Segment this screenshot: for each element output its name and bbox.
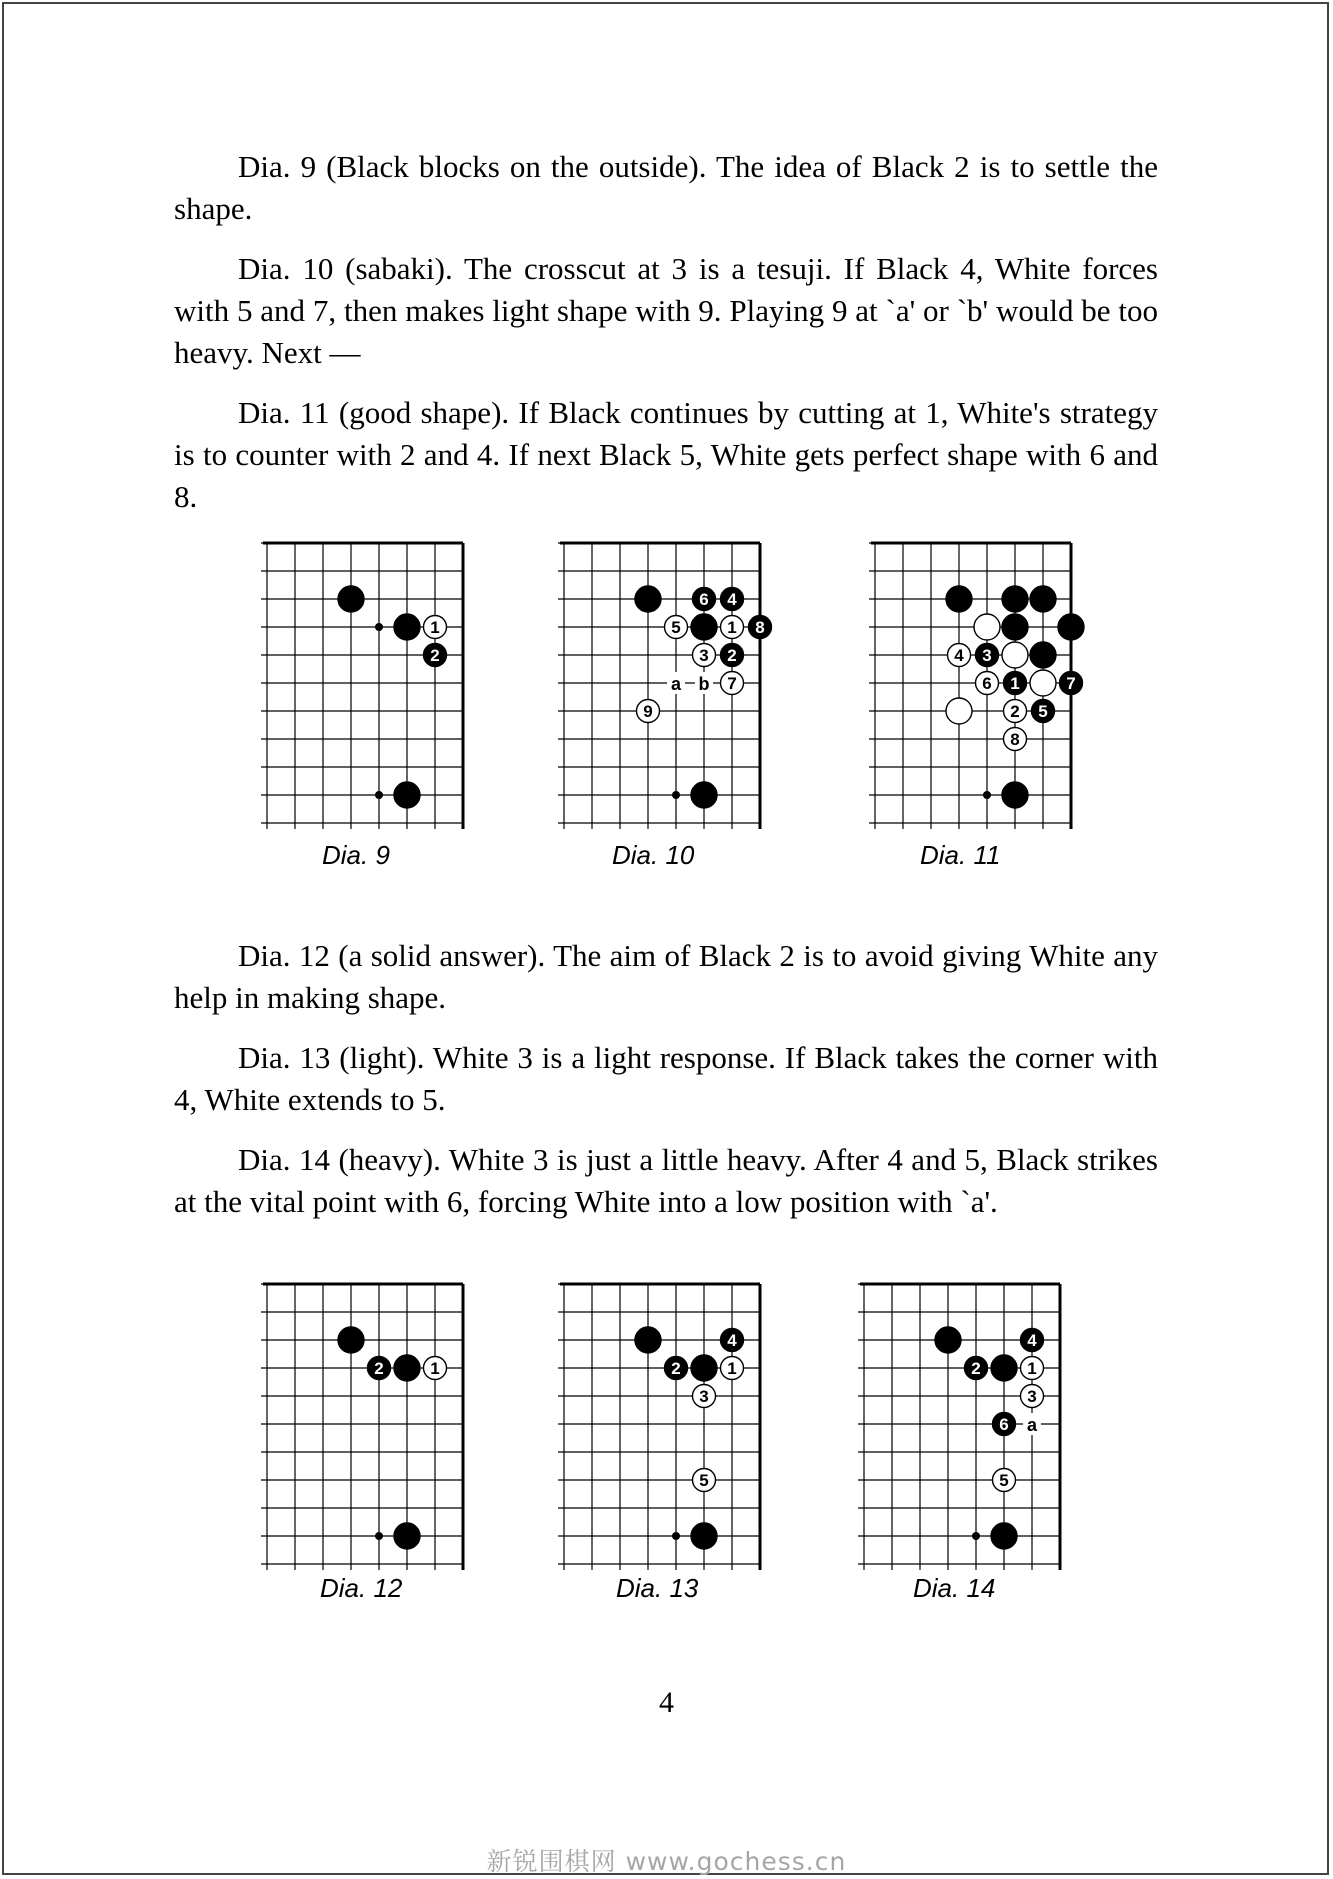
white-stone-3 [1021, 1385, 1044, 1408]
paragraph-dia-11: Dia. 11 (good shape). If Black continues by cutting at 1, White's strategy is to counter with 2 and 4. If next Black 5, White gets perfect shape with 6 and 8. [174, 395, 1158, 514]
hoshi-point [375, 791, 383, 799]
point-letter-b: b [698, 674, 710, 694]
stone-disc [946, 698, 972, 724]
stone-disc [1058, 614, 1084, 640]
black-stone [935, 1327, 961, 1353]
text-block-top [174, 146, 1158, 518]
black-stone [1030, 586, 1056, 612]
stone-number: 7 [727, 674, 737, 693]
hoshi-point [983, 791, 991, 799]
black-stone [1002, 614, 1028, 640]
hoshi-point [375, 1532, 383, 1540]
black-stone [691, 614, 717, 640]
black-stone-4 [721, 1329, 744, 1352]
black-stone [1030, 642, 1056, 668]
stone-number: 6 [699, 590, 709, 609]
stone-number: 8 [755, 618, 765, 637]
black-stone [1002, 586, 1028, 612]
white-stone [1030, 670, 1056, 696]
stone-disc [974, 614, 1000, 640]
stone-disc [635, 1327, 661, 1353]
stone-disc [338, 586, 364, 612]
stone-disc [1030, 642, 1056, 668]
black-stone-1 [1004, 672, 1027, 695]
black-stone [394, 1355, 420, 1381]
stone-disc [991, 1355, 1017, 1381]
watermark: 新锐围棋网 www.gochess.cn [486, 1847, 847, 1876]
black-stone [1002, 782, 1028, 808]
stone-number: 2 [1010, 702, 1020, 721]
stone-disc [1002, 642, 1028, 668]
stone-number: 1 [727, 1359, 737, 1378]
hoshi-point [672, 1532, 680, 1540]
black-stone-2 [965, 1357, 988, 1380]
stone-number: 1 [727, 618, 737, 637]
stone-number: 3 [1027, 1387, 1037, 1406]
go-board-svg [261, 539, 499, 829]
black-stone [691, 1523, 717, 1549]
white-stone-8 [1004, 728, 1027, 751]
paragraph-dia-9: Dia. 9 (Black blocks on the outside). The idea of Black 2 is to settle the shape. [174, 149, 1158, 226]
black-stone-6 [693, 588, 716, 611]
stone-number: 5 [699, 1471, 709, 1490]
stone-disc [635, 586, 661, 612]
caption-dia-9: Dia. 9 [322, 840, 390, 870]
stone-disc [394, 614, 420, 640]
stone-number: 1 [430, 618, 440, 637]
stone-number: 5 [999, 1471, 1009, 1490]
stone-disc [935, 1327, 961, 1353]
point-letter-a: a [1026, 1415, 1038, 1435]
white-stone-4 [948, 644, 971, 667]
black-stone [338, 1327, 364, 1353]
black-stone-4 [1021, 1329, 1044, 1352]
black-stone-2 [721, 644, 744, 667]
stone-number: 2 [727, 646, 737, 665]
stone-disc [394, 1355, 420, 1381]
paragraph-dia-12: Dia. 12 (a solid answer). The aim of Black 2 is to avoid giving White any help in making shape. [174, 938, 1158, 1015]
paragraph-dia-14: Dia. 14 (heavy). White 3 is just a little heavy. After 4 and 5, Black strikes at the vital point with 6, forcing White into a low position with `a'. [174, 1142, 1158, 1219]
stone-number: 1 [1027, 1359, 1037, 1378]
stone-disc [691, 782, 717, 808]
stone-disc [1002, 614, 1028, 640]
go-board-svg [858, 1280, 1096, 1570]
stone-disc [1030, 670, 1056, 696]
black-stone-6 [993, 1413, 1016, 1436]
caption-dia-10: Dia. 10 [612, 840, 695, 870]
white-stone-1 [424, 616, 447, 639]
white-stone-1 [721, 616, 744, 639]
stone-number: 1 [1010, 674, 1020, 693]
white-stone [1002, 642, 1028, 668]
white-stone-9 [637, 700, 660, 723]
black-stone [635, 586, 661, 612]
white-stone-5 [693, 1469, 716, 1492]
hoshi-point [375, 623, 383, 631]
text-block-bottom [174, 935, 1158, 1223]
black-stone-2 [665, 1357, 688, 1380]
stone-number: 4 [727, 1331, 737, 1350]
white-stone-5 [665, 616, 688, 639]
black-stone-4 [721, 588, 744, 611]
stone-number: 5 [1038, 702, 1048, 721]
caption-dia-13: Dia. 13 [616, 1573, 699, 1603]
stone-disc [691, 1355, 717, 1381]
black-stone [991, 1523, 1017, 1549]
paragraph-dia-13: Dia. 13 (light). White 3 is a light response. If Black takes the corner with 4, White extends to 5. [174, 1040, 1158, 1117]
black-stone-5 [1032, 700, 1055, 723]
stone-number: 1 [430, 1359, 440, 1378]
go-board-svg [558, 539, 796, 829]
stone-number: 6 [999, 1415, 1009, 1434]
white-stone-5 [993, 1469, 1016, 1492]
black-stone-3 [976, 644, 999, 667]
paragraph-dia-10: Dia. 10 (sabaki). The crosscut at 3 is a tesuji. If Black 4, White forces with 5 and 7, then makes light shape with 9. Playing 9 at `a' or `b' would be too heavy. Next — [174, 251, 1158, 370]
black-stone-2 [368, 1357, 391, 1380]
stone-disc [394, 1523, 420, 1549]
white-stone-1 [424, 1357, 447, 1380]
go-board-svg [869, 539, 1107, 829]
stone-disc [338, 1327, 364, 1353]
caption-dia-12: Dia. 12 [320, 1573, 403, 1603]
point-letter-a: a [670, 674, 682, 694]
white-stone-7 [721, 672, 744, 695]
white-stone-6 [976, 672, 999, 695]
stone-disc [1002, 586, 1028, 612]
hoshi-point [972, 1532, 980, 1540]
stone-number: 3 [699, 1387, 709, 1406]
black-stone-8 [749, 616, 772, 639]
go-diagram-13 [558, 1280, 796, 1570]
white-stone-3 [693, 1385, 716, 1408]
stone-number: 4 [1027, 1331, 1037, 1350]
white-stone-2 [1004, 700, 1027, 723]
stone-disc [691, 614, 717, 640]
black-stone-7 [1060, 672, 1083, 695]
page-number: 4 [659, 1686, 674, 1719]
stone-number: 2 [671, 1359, 681, 1378]
go-diagram-11 [869, 539, 1107, 829]
caption-dia-11: Dia. 11 [920, 840, 1001, 870]
stone-number: 6 [982, 674, 992, 693]
stone-number: 3 [699, 646, 709, 665]
stone-number: 7 [1066, 674, 1076, 693]
stone-number: 2 [374, 1359, 384, 1378]
go-diagram-9 [261, 539, 499, 829]
stone-number: 5 [671, 618, 681, 637]
hoshi-point [672, 791, 680, 799]
go-diagram-14 [858, 1280, 1096, 1570]
go-board-svg [558, 1280, 796, 1570]
white-stone-1 [721, 1357, 744, 1380]
black-stone [635, 1327, 661, 1353]
black-stone [394, 1523, 420, 1549]
stone-number: 9 [643, 702, 653, 721]
stone-number: 2 [430, 646, 440, 665]
black-stone [946, 586, 972, 612]
stone-number: 4 [727, 590, 737, 609]
white-stone [946, 698, 972, 724]
stone-number: 8 [1010, 730, 1020, 749]
black-stone [394, 782, 420, 808]
stone-number: 2 [971, 1359, 981, 1378]
stone-disc [691, 1523, 717, 1549]
black-stone [691, 1355, 717, 1381]
black-stone [991, 1355, 1017, 1381]
black-stone [394, 614, 420, 640]
caption-dia-14: Dia. 14 [913, 1573, 996, 1603]
go-board-svg [261, 1280, 499, 1570]
black-stone-2 [424, 644, 447, 667]
stone-disc [394, 782, 420, 808]
stone-disc [946, 586, 972, 612]
white-stone-3 [693, 644, 716, 667]
white-stone-1 [1021, 1357, 1044, 1380]
go-diagram-10 [558, 539, 796, 829]
stone-number: 4 [954, 646, 964, 665]
stone-disc [1002, 782, 1028, 808]
stone-number: 3 [982, 646, 992, 665]
stone-disc [991, 1523, 1017, 1549]
go-diagram-12 [261, 1280, 499, 1570]
stone-disc [1030, 586, 1056, 612]
black-stone [691, 782, 717, 808]
black-stone [1058, 614, 1084, 640]
black-stone [338, 586, 364, 612]
white-stone [974, 614, 1000, 640]
